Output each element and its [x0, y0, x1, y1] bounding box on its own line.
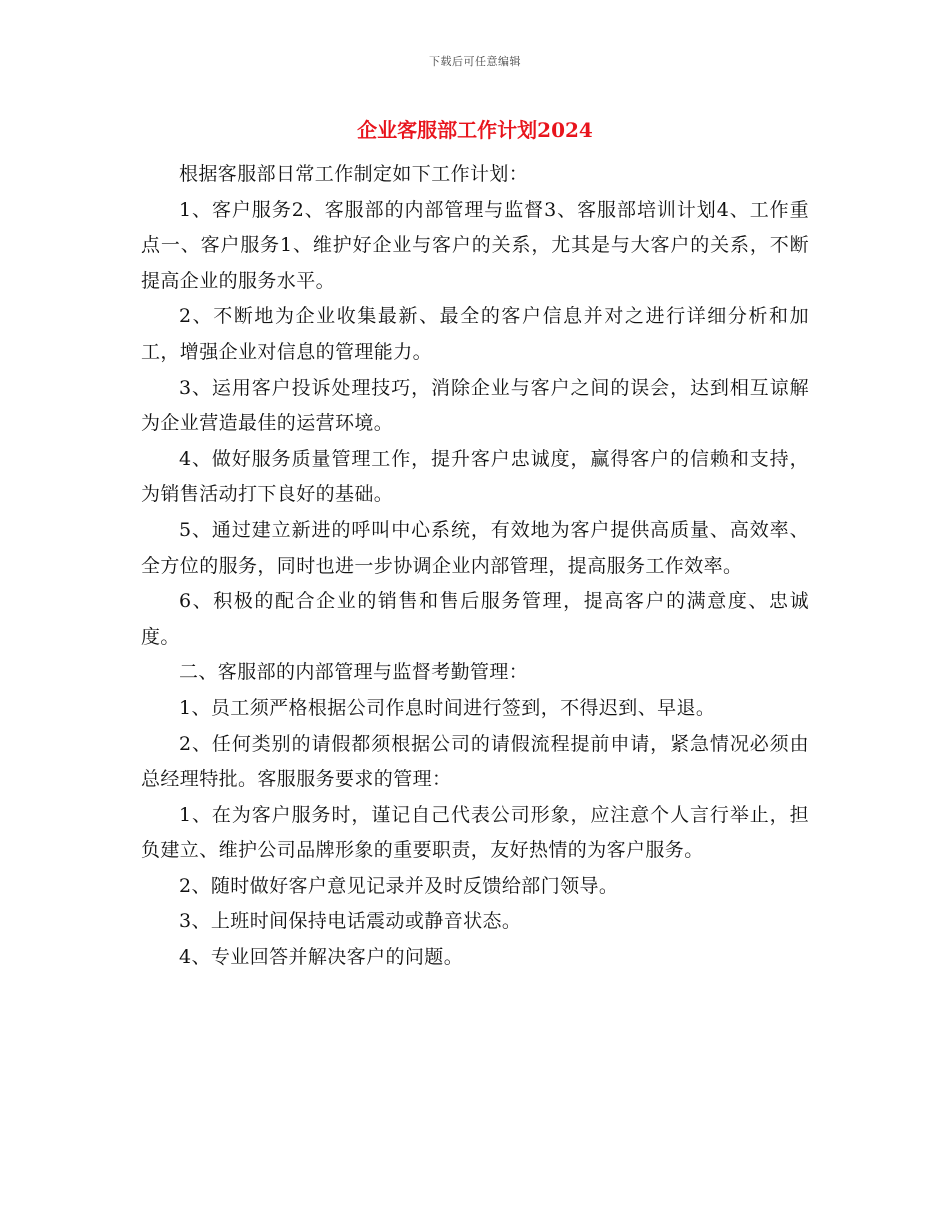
paragraph: 2、随时做好客户意见记录并及时反馈给部门领导。: [179, 874, 619, 897]
paragraph: 4、做好服务质量管理工作，提升客户忠诚度，赢得客户的信赖和支持，为销售活动打下良好的基础。: [141, 447, 809, 506]
paragraph: 1、客户服务2、客服部的内部管理与监督3、客服部培训计划4、工作重点一、客户服务1、维护好企业与客户的关系，尤其是与大客户的关系，不断提高企业的服务水平。: [141, 198, 809, 292]
paragraph: 1、在为客户服务时，谨记自己代表公司形象，应注意个人言行举止，担负建立、维护公司品牌形象的重要职责，友好热情的为客户服务。: [141, 803, 809, 862]
paragraph: 4、专业回答并解决客户的问题。: [179, 946, 464, 969]
paragraph: 2、不断地为企业收集最新、最全的客户信息并对之进行详细分析和加工，增强企业对信息的管理能力。: [141, 305, 809, 363]
paragraph: 根据客服部日常工作制定如下工作计划：: [179, 163, 529, 185]
paragraph: 2、任何类别的请假都须根据公司的请假流程提前申请，紧急情况必须由总经理特批。客服服务要求的管理：: [141, 732, 809, 791]
section-heading: 二、客服部的内部管理与监督考勤管理：: [179, 661, 529, 684]
paragraph: 1、员工须严格根据公司作息时间进行签到，不得迟到、早退。: [179, 696, 716, 719]
document-title: 企业客服部工作计划2024: [357, 118, 593, 142]
header-note: 下载后可任意编辑: [429, 55, 521, 68]
paragraph: 3、上班时间保持电话震动或静音状态。: [179, 910, 522, 933]
paragraph: 5、通过建立新进的呼叫中心系统，有效地为客户提供高质量、高效率、全方位的服务，同时也进一步协调企业内部管理，提高服务工作效率。: [141, 518, 809, 577]
document-body: [141, 157, 809, 976]
paragraph: 3、运用客户投诉处理技巧，消除企业与客户之间的误会，达到相互谅解为企业营造最佳的运营环境。: [141, 376, 809, 435]
paragraph: 6、积极的配合企业的销售和售后服务管理，提高客户的满意度、忠诚度。: [141, 590, 809, 648]
